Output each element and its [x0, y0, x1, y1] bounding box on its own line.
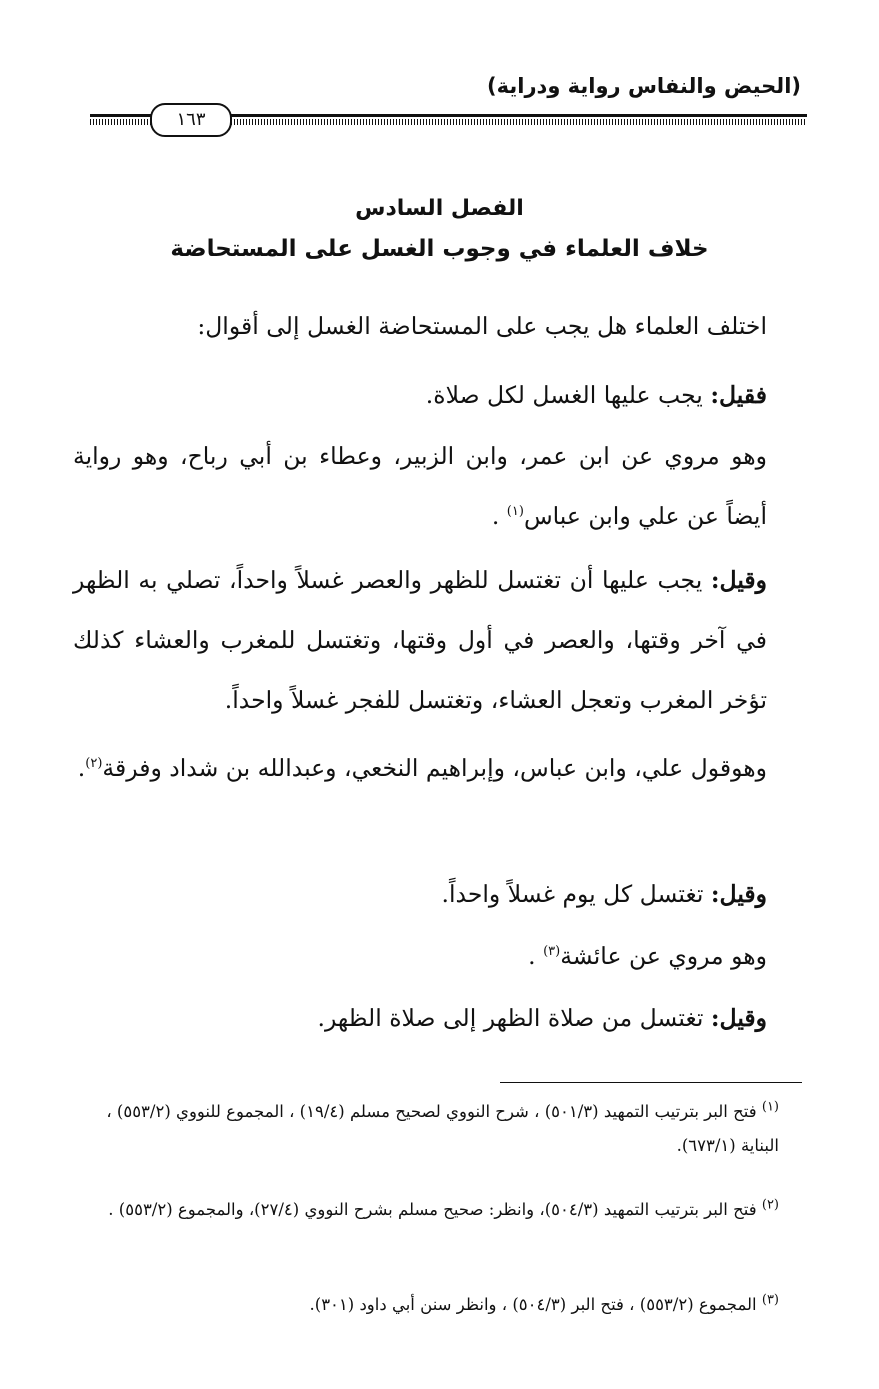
opinion-2-narration-end: . — [77, 754, 86, 782]
footnote-ref-2[interactable]: (٢) — [85, 756, 103, 772]
footnote-ref-3[interactable]: (٣) — [543, 944, 561, 960]
footnote-3-marker: (٣) — [761, 1292, 779, 1308]
chapter-subtitle: خلاف العلماء في وجوب الغسل على المستحاضة — [170, 236, 709, 262]
footnote-ref-1[interactable]: (١) — [506, 504, 524, 520]
opinion-2-text: يجب عليها أن تغتسل للظهر والعصر غسلاً واحداً، تصلي به الظهر في آخر وقتها، والعصر في أول وقتها، وتغتسل للمغرب والعشاء كذلك تؤخر المغرب وتعجل العشاء، وتغتسل للفجر غسلاً واحداً. — [73, 566, 767, 714]
page-number: ١٦٣ — [150, 103, 232, 137]
opinion-1-narration — [73, 426, 801, 546]
opinion-2-narration-text: وهوقول علي، وابن عباس، وإبراهيم النخعي، وعبدالله بن شداد وفرقة — [102, 754, 767, 782]
opinion-1-text: يجب عليها الغسل لكل صلاة. — [425, 381, 711, 409]
opinion-4-text: تغتسل من صلاة الظهر إلى صلاة الظهر. — [317, 1004, 711, 1032]
opinion-1-lead: فقيل: — [710, 381, 767, 409]
footnote-3 — [73, 1288, 801, 1322]
footnote-separator — [500, 1082, 802, 1083]
running-header-title: (الحيض والنفاس رواية ودراية) — [487, 74, 801, 98]
intro-paragraph — [73, 296, 801, 356]
opinion-2 — [73, 550, 801, 730]
footnote-2-marker: (٢) — [761, 1197, 779, 1213]
opinion-1-narration-text: وهو مروي عن ابن عمر، وابن الزبير، وعطاء بن أبي رباح، وهو رواية أيضاً عن علي وابن عباس — [73, 442, 767, 530]
opinion-3-lead: وقيل: — [710, 880, 767, 908]
opinion-1 — [73, 365, 801, 425]
opinion-2-lead: وقيل: — [710, 566, 767, 594]
footnote-3-text: المجموع (٥٥٣/٢) ، فتح البر (٥٠٤/٣) ، وانظر سنن أبي داود (٣٠١). — [309, 1295, 762, 1314]
footnote-1-text: فتح البر بترتيب التمهيد (٥٠١/٣) ، شرح النووي لصحيح مسلم (١٩/٤) ، المجموع للنووي (٥٥٣/٢) ، البناية (٦٧٣/١). — [106, 1102, 779, 1155]
opinion-4 — [73, 988, 801, 1048]
footnote-2 — [73, 1193, 801, 1227]
footnote-2-text: فتح البر بترتيب التمهيد (٥٠٤/٣)، وانظر: صحيح مسلم بشرح النووي (٢٧/٤)، والمجموع (٥٥٣/٢) . — [108, 1200, 762, 1219]
intro-text: اختلف العلماء هل يجب على المستحاضة الغسل إلى أقوال: — [197, 312, 767, 340]
opinion-3-text: تغتسل كل يوم غسلاً واحداً. — [441, 880, 711, 908]
opinion-3 — [73, 864, 801, 924]
footnote-1 — [73, 1095, 801, 1163]
opinion-4-lead: وقيل: — [710, 1004, 767, 1032]
opinion-3-narration — [73, 926, 801, 986]
chapter-title: الفصل السادس — [355, 196, 524, 221]
opinion-1-narration-end: . — [491, 502, 507, 530]
opinion-2-narration — [73, 738, 801, 798]
footnote-1-marker: (١) — [761, 1099, 779, 1115]
opinion-3-narration-text: وهو مروي عن عائشة — [560, 942, 767, 970]
opinion-3-narration-end: . — [528, 942, 544, 970]
